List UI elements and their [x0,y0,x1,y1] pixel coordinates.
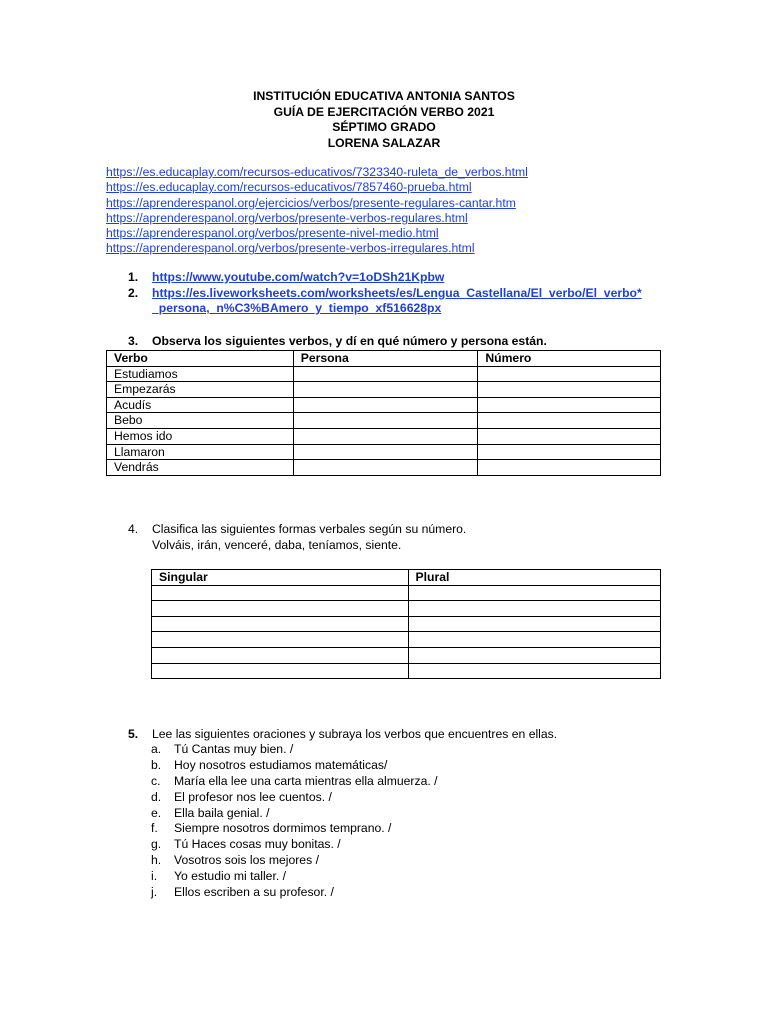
item-letter: i. [151,869,158,884]
grade-label: SÉPTIMO GRADO [332,120,436,134]
table-row [152,647,661,663]
table-header-row [152,570,661,586]
plural-cell[interactable] [408,601,661,617]
list-item [151,758,438,774]
plural-cell[interactable] [408,647,661,663]
verb-cell: Estudiamos [107,366,294,382]
plural-cell[interactable] [408,632,661,648]
sentence-text: Vosotros sois los mejores / [174,853,319,868]
table-row [107,444,661,460]
table-header-row [107,351,661,367]
document-header [0,89,768,151]
resource-link[interactable]: https://aprenderespanol.org/ejercicios/verbos/presente-regulares-cantar.htm [106,195,516,210]
resource-link[interactable]: https://aprenderespanol.org/verbos/presente-verbos-regulares.html [106,210,468,225]
item-letter: f. [151,821,158,836]
table-row [107,413,661,429]
verb-cell: Bebo [107,413,294,429]
persona-cell[interactable] [293,444,478,460]
item-letter: b. [151,757,162,772]
item-letter: h. [151,853,162,868]
numero-cell[interactable] [478,397,661,413]
resource-link[interactable]: https://aprenderespanol.org/verbos/presente-verbos-irregulares.html [106,241,475,256]
persona-cell[interactable] [293,382,478,398]
table-row [152,663,661,679]
numbered-links [128,270,642,317]
singular-cell[interactable] [152,663,409,679]
question-text: Observa los siguientes verbos, y dí en qué número y persona están. [152,334,547,348]
table-row [107,366,661,382]
question-text: Clasifica las siguientes formas verbales según su número. [152,522,467,536]
resource-link[interactable]: https://aprenderespanol.org/verbos/presente-nivel-medio.html [106,226,439,241]
column-header-singular: Singular [152,570,409,586]
question-text: Lee las siguientes oraciones y subraya los verbos que encuentres en ellas. [152,727,558,741]
column-header-plural: Plural [408,570,661,586]
item-letter: e. [151,805,162,820]
numero-cell[interactable] [478,444,661,460]
column-header-persona: Persona [293,351,478,367]
item-letter: d. [151,789,162,804]
sentence-text: Ella baila genial. / [174,805,270,820]
sentence-text: María ella lee una carta mientras ella almuerza. / [174,773,438,788]
persona-cell[interactable] [293,366,478,382]
teacher-name: LORENA SALAZAR [327,135,441,150]
persona-cell[interactable] [293,428,478,444]
column-header-numero: Número [478,351,661,367]
singular-plural-table [151,569,661,679]
table-row [107,460,661,476]
question-number: 4. [128,522,139,536]
verb-forms-list: Volváis, irán, venceré, daba, teníamos, siente. [152,537,402,552]
table-row [152,601,661,617]
sentence-text: El profesor nos lee cuentos. / [174,789,332,804]
numero-cell[interactable] [478,428,661,444]
question-number: 5. [128,727,139,741]
school-name: INSTITUCIÓN EDUCATIVA ANTONIA SANTOS [253,89,515,103]
sentence-text: Tú Haces cosas muy bonitas. / [174,837,341,852]
item-letter: c. [151,773,161,788]
liveworksheets-link-continued[interactable]: _persona,_n%C3%BAmero_y_tiempo_xf516628px [152,301,442,315]
numbered-link-item [128,270,642,286]
sentence-text: Tú Cantas muy bien. / [174,742,294,756]
list-item [151,837,438,853]
numbered-link-item [128,286,642,302]
list-item [151,853,438,869]
persona-cell[interactable] [293,460,478,476]
verb-cell: Acudís [107,397,294,413]
numero-cell[interactable] [478,366,661,382]
table-row [107,382,661,398]
list-item [151,821,438,837]
table-row [152,585,661,601]
youtube-link[interactable]: https://www.youtube.com/watch?v=1oDSh21Kpbw [152,270,445,284]
question-4-prompt [128,522,466,553]
persona-cell[interactable] [293,413,478,429]
verb-cell: Vendrás [107,460,294,476]
numbered-link-item [128,301,642,317]
sentence-text: Yo estudio mi taller. / [174,869,287,884]
resource-link[interactable]: https://es.educaplay.com/recursos-educativos/7323340-ruleta_de_verbos.html [106,165,528,179]
list-item [151,774,438,790]
verb-cell: Llamaron [107,444,294,460]
numero-cell[interactable] [478,413,661,429]
question-number: 3. [128,334,139,348]
numero-cell[interactable] [478,382,661,398]
question-3-prompt [128,334,547,350]
sentence-list [151,742,438,901]
guide-title: GUÍA DE EJERCITACIÓN VERBO 2021 [273,104,495,119]
resource-link[interactable]: https://es.educaplay.com/recursos-educativos/7857460-prueba.html [106,180,472,195]
item-letter: j. [151,885,158,900]
singular-cell[interactable] [152,585,409,601]
verb-cell: Hemos ido [107,428,294,444]
table-row [107,397,661,413]
plural-cell[interactable] [408,616,661,632]
singular-cell[interactable] [152,632,409,648]
item-letter: g. [151,837,162,852]
plural-cell[interactable] [408,585,661,601]
table-row [107,428,661,444]
column-header-verbo: Verbo [107,351,294,367]
liveworksheets-link[interactable]: https://es.liveworksheets.com/worksheets/es/Lengua_Castellana/El_verbo/El_verbo* [152,285,642,300]
singular-cell[interactable] [152,601,409,617]
item-letter: a. [151,742,162,756]
verb-cell: Empezarás [107,382,294,398]
numero-cell[interactable] [478,460,661,476]
persona-cell[interactable] [293,397,478,413]
list-item [151,885,438,901]
list-item [151,742,438,758]
sentence-text: Ellos escriben a su profesor. / [174,885,334,900]
resource-links [106,165,528,257]
table-row [152,616,661,632]
plural-cell[interactable] [408,663,661,679]
list-item [151,790,438,806]
list-item [151,806,438,822]
verb-table [106,350,661,476]
list-item [151,869,438,885]
sentence-text: Siempre nosotros dormimos temprano. / [174,821,392,836]
item-number: 2. [128,285,139,300]
singular-cell[interactable] [152,647,409,663]
sentence-text: Hoy nosotros estudiamos matemáticas/ [174,757,388,772]
item-number: 1. [128,270,139,284]
table-row [152,632,661,648]
singular-cell[interactable] [152,616,409,632]
question-5-prompt [128,727,557,743]
